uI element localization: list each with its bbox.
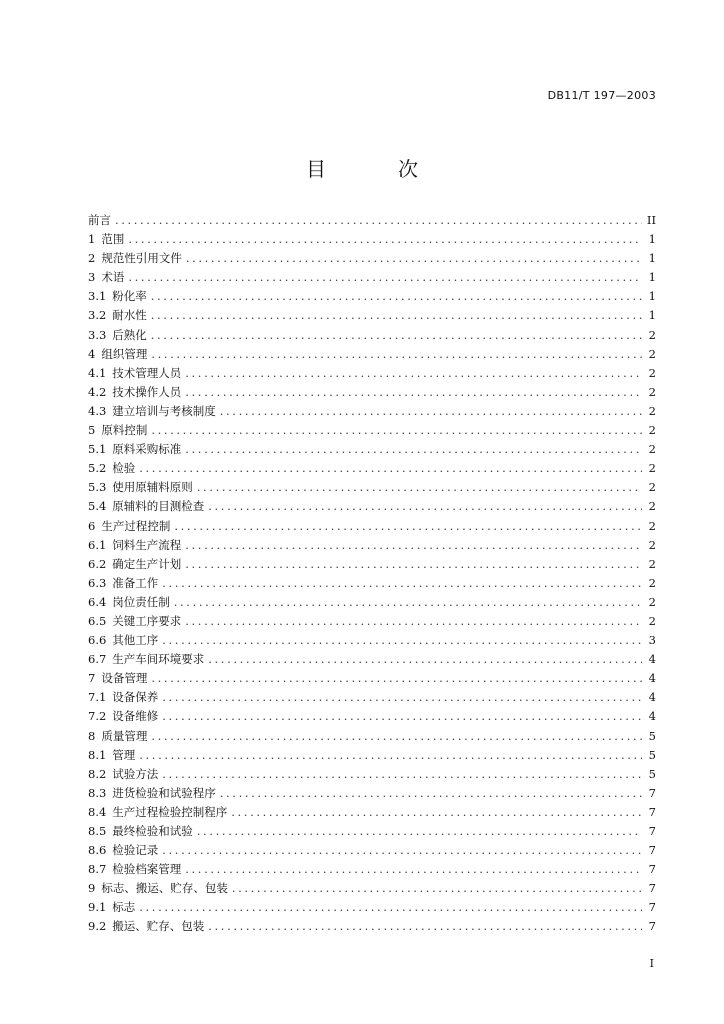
dot-leader bbox=[139, 898, 642, 917]
dot-leader bbox=[151, 727, 642, 746]
toc-entry-number: 5.1 bbox=[88, 442, 107, 457]
toc-entry-title: 饲料生产流程 bbox=[112, 537, 182, 552]
dot-leader bbox=[185, 536, 642, 555]
dot-leader bbox=[151, 287, 642, 306]
toc-entry-number: 2 bbox=[88, 251, 96, 266]
toc-entry-number: 6.4 bbox=[88, 594, 107, 609]
toc-entry[interactable] bbox=[88, 383, 656, 402]
toc-entry-page: 1 bbox=[648, 270, 656, 285]
toc-entry-label bbox=[88, 402, 216, 421]
toc-entry-number: 4 bbox=[88, 346, 96, 361]
toc-entry-label bbox=[88, 841, 158, 860]
toc-entry[interactable] bbox=[88, 822, 656, 841]
toc-entry-label bbox=[88, 230, 124, 249]
dot-leader bbox=[232, 879, 642, 898]
toc-entry-label bbox=[88, 631, 158, 650]
toc-entry-page: 2 bbox=[648, 423, 656, 438]
dot-leader bbox=[162, 688, 642, 707]
toc-entry-title: 关键工序要求 bbox=[112, 613, 182, 628]
toc-entry[interactable] bbox=[88, 306, 656, 325]
toc-entry-number: 9.2 bbox=[88, 919, 107, 934]
toc-entry[interactable] bbox=[88, 574, 656, 593]
toc-entry[interactable] bbox=[88, 860, 656, 879]
toc-entry-label bbox=[88, 765, 158, 784]
toc-entry-number: 5.3 bbox=[88, 480, 107, 495]
toc-entry-label bbox=[88, 211, 111, 230]
toc-entry-page: 7 bbox=[648, 862, 656, 877]
toc-entry[interactable] bbox=[88, 803, 656, 822]
toc-entry-title: 技术操作人员 bbox=[112, 384, 182, 399]
toc-entry[interactable] bbox=[88, 497, 656, 516]
toc-entry-label bbox=[88, 478, 193, 497]
toc-entry-page: 1 bbox=[648, 232, 656, 247]
toc-entry[interactable] bbox=[88, 746, 656, 765]
dot-leader bbox=[174, 517, 642, 536]
toc-entry[interactable] bbox=[88, 879, 656, 898]
toc-entry-label bbox=[88, 898, 135, 917]
toc-entry-label bbox=[88, 421, 147, 440]
dot-leader bbox=[139, 746, 642, 765]
toc-entry-number: 6 bbox=[88, 518, 96, 533]
toc-entry-label bbox=[88, 822, 193, 841]
toc-entry-page: 2 bbox=[648, 442, 656, 457]
toc-entry-page: 7 bbox=[648, 881, 656, 896]
toc-entry-label bbox=[88, 650, 204, 669]
toc-entry-title: 岗位责任制 bbox=[112, 594, 170, 609]
dot-leader bbox=[151, 421, 642, 440]
toc-entry-title: 组织管理 bbox=[101, 346, 148, 361]
toc-entry-page: 5 bbox=[648, 766, 656, 781]
toc-entry-title: 检验档案管理 bbox=[112, 862, 182, 877]
dot-leader bbox=[185, 612, 642, 631]
toc-entry-number: 7.2 bbox=[88, 709, 107, 724]
dot-leader bbox=[185, 555, 642, 574]
toc-entry[interactable] bbox=[88, 669, 656, 688]
toc-entry-number: 5.4 bbox=[88, 499, 107, 514]
dot-leader bbox=[186, 249, 642, 268]
toc-entry[interactable] bbox=[88, 326, 656, 345]
toc-entry-number: 4.1 bbox=[88, 365, 107, 380]
toc-entry[interactable] bbox=[88, 631, 656, 650]
toc-entry-number: 3 bbox=[88, 270, 96, 285]
toc-entry-label bbox=[88, 306, 147, 325]
toc-entry-title: 原料控制 bbox=[101, 423, 148, 438]
toc-entry[interactable] bbox=[88, 650, 656, 669]
toc-entry[interactable] bbox=[88, 440, 656, 459]
toc-entry-page: II bbox=[646, 213, 656, 227]
toc-entry-page: 2 bbox=[648, 403, 656, 418]
toc-entry-page: 7 bbox=[648, 824, 656, 838]
toc-entry-page: 2 bbox=[648, 518, 656, 533]
toc-entry-label bbox=[88, 727, 147, 746]
toc-entry-page: 1 bbox=[648, 251, 656, 266]
toc-entry-title: 建立培训与考核制度 bbox=[112, 403, 216, 418]
toc-entry-number: 5.2 bbox=[88, 461, 107, 476]
toc-entry-page: 2 bbox=[648, 594, 656, 609]
toc-entry-label bbox=[88, 287, 147, 306]
dot-leader bbox=[151, 306, 642, 325]
toc-entry-label bbox=[88, 669, 147, 688]
toc-entry-title: 前言 bbox=[88, 213, 111, 227]
dot-leader bbox=[208, 650, 642, 669]
toc-entry-number: 6.6 bbox=[88, 633, 107, 648]
toc-entry-label bbox=[88, 707, 158, 726]
toc-entry-title: 标志 bbox=[112, 900, 136, 915]
toc-entry-page: 2 bbox=[648, 365, 656, 380]
toc-entry[interactable] bbox=[88, 268, 656, 287]
toc-entry-page: 4 bbox=[648, 690, 656, 705]
toc-entry-title: 最终检验和试验 bbox=[112, 824, 193, 838]
toc-entry-title: 搬运、贮存、包装 bbox=[112, 919, 205, 934]
toc-entry-page: 2 bbox=[648, 346, 656, 361]
dot-leader bbox=[128, 268, 642, 287]
toc-entry-page: 7 bbox=[648, 804, 656, 819]
toc-entry[interactable] bbox=[88, 593, 656, 612]
toc-entry[interactable] bbox=[88, 898, 656, 917]
toc-entry-label bbox=[88, 364, 181, 383]
dot-leader bbox=[162, 574, 642, 593]
dot-leader bbox=[162, 765, 642, 784]
toc-entry-number: 7.1 bbox=[88, 690, 107, 705]
toc-entry-page: 2 bbox=[648, 384, 656, 399]
toc-entry-title: 质量管理 bbox=[101, 728, 148, 743]
toc-entry-number: 6.5 bbox=[88, 613, 107, 628]
toc-entry[interactable] bbox=[88, 917, 656, 936]
toc-entry-number: 9 bbox=[88, 881, 96, 896]
toc-entry-number: 4.3 bbox=[88, 403, 107, 418]
toc-entry[interactable] bbox=[88, 249, 656, 268]
toc-entry-number: 6.7 bbox=[88, 652, 107, 667]
dot-leader bbox=[139, 459, 642, 478]
toc-entry-label bbox=[88, 688, 158, 707]
toc-entry-title: 其他工序 bbox=[112, 633, 159, 648]
toc-entry-label bbox=[88, 536, 181, 555]
toc-entry-page: 5 bbox=[648, 728, 656, 743]
toc-entry[interactable] bbox=[88, 536, 656, 555]
toc-entry-title: 生产过程检验控制程序 bbox=[112, 804, 228, 819]
toc-entry-page: 2 bbox=[648, 537, 656, 552]
toc-entry-page: 2 bbox=[648, 327, 656, 342]
toc-entry-number: 8.2 bbox=[88, 766, 107, 781]
toc-entry-label bbox=[88, 268, 124, 287]
dot-leader bbox=[162, 631, 642, 650]
dot-leader bbox=[197, 478, 642, 497]
toc-entry-page: 7 bbox=[648, 919, 656, 934]
toc-entry-number: 6.1 bbox=[88, 537, 107, 552]
toc-entry-title: 后熟化 bbox=[112, 327, 147, 342]
toc-entry-label bbox=[88, 917, 204, 936]
toc-entry[interactable] bbox=[88, 402, 656, 421]
toc-entry-title: 原辅料的目测检查 bbox=[112, 499, 205, 514]
toc-entry-number: 8.3 bbox=[88, 785, 107, 800]
toc-entry[interactable] bbox=[88, 707, 656, 726]
dot-leader bbox=[231, 803, 642, 822]
toc-entry-title: 进货检验和试验程序 bbox=[112, 785, 216, 800]
dot-leader bbox=[115, 211, 642, 230]
toc-entry-number: 1 bbox=[88, 232, 96, 247]
dot-leader bbox=[185, 364, 642, 383]
toc-entry-label bbox=[88, 497, 204, 516]
toc-entry[interactable] bbox=[88, 517, 656, 536]
dot-leader bbox=[185, 860, 642, 879]
toc-entry-title: 标志、搬运、贮存、包装 bbox=[101, 881, 228, 896]
toc-entry-number: 6.3 bbox=[88, 575, 107, 590]
toc-entry-title: 原料采购标准 bbox=[112, 442, 182, 457]
toc-entry-number: 8.4 bbox=[88, 804, 107, 819]
page-title: 目 次 bbox=[306, 157, 444, 181]
toc-entry-label bbox=[88, 459, 135, 478]
toc-entry-title: 试验方法 bbox=[112, 766, 159, 781]
toc-entry-label bbox=[88, 383, 181, 402]
toc-entry-label bbox=[88, 555, 181, 574]
dot-leader bbox=[185, 383, 642, 402]
toc-entry[interactable] bbox=[88, 345, 656, 364]
toc-entry-label bbox=[88, 345, 147, 364]
toc-entry-label bbox=[88, 746, 135, 765]
dot-leader bbox=[151, 669, 642, 688]
toc-entry-page: 4 bbox=[648, 671, 656, 686]
toc-entry-title: 术语 bbox=[101, 270, 125, 285]
toc-entry-page: 5 bbox=[648, 747, 656, 762]
toc-entry-page: 4 bbox=[648, 709, 656, 724]
table-of-contents bbox=[88, 211, 656, 937]
dot-leader bbox=[174, 593, 642, 612]
toc-entry-label bbox=[88, 860, 181, 879]
toc-entry-page: 2 bbox=[648, 461, 656, 476]
toc-entry-page: 1 bbox=[648, 308, 656, 323]
dot-leader bbox=[185, 440, 642, 459]
toc-entry-page: 2 bbox=[648, 480, 656, 495]
toc-entry[interactable] bbox=[88, 211, 656, 230]
toc-entry[interactable] bbox=[88, 841, 656, 860]
toc-entry-label bbox=[88, 517, 170, 536]
dot-leader bbox=[151, 326, 642, 345]
toc-entry-label bbox=[88, 612, 181, 631]
toc-entry[interactable] bbox=[88, 421, 656, 440]
dot-leader bbox=[162, 707, 642, 726]
dot-leader bbox=[220, 402, 642, 421]
toc-entry[interactable] bbox=[88, 555, 656, 574]
toc-entry-label bbox=[88, 574, 158, 593]
toc-entry-label bbox=[88, 593, 170, 612]
toc-entry-page: 7 bbox=[648, 843, 656, 858]
toc-entry[interactable] bbox=[88, 765, 656, 784]
toc-entry-number: 3.1 bbox=[88, 289, 107, 304]
toc-entry-title: 设备保养 bbox=[112, 690, 159, 705]
dot-leader bbox=[220, 784, 642, 803]
toc-entry-title: 规范性引用文件 bbox=[101, 251, 182, 266]
toc-entry-number: 4.2 bbox=[88, 384, 107, 399]
toc-entry-label bbox=[88, 440, 181, 459]
toc-entry[interactable] bbox=[88, 287, 656, 306]
toc-entry-title: 设备维修 bbox=[112, 709, 159, 724]
toc-entry-page: 7 bbox=[648, 900, 656, 915]
toc-entry-label bbox=[88, 249, 182, 268]
dot-leader bbox=[128, 230, 642, 249]
toc-entry-title: 技术管理人员 bbox=[112, 365, 182, 380]
toc-entry-page: 2 bbox=[648, 556, 656, 571]
toc-entry[interactable] bbox=[88, 784, 656, 803]
toc-entry-title: 确定生产计划 bbox=[112, 556, 182, 571]
toc-entry-title: 生产过程控制 bbox=[101, 518, 171, 533]
toc-entry-page: 3 bbox=[648, 633, 656, 648]
page-number: I bbox=[649, 957, 654, 970]
toc-entry-page: 7 bbox=[648, 785, 656, 800]
toc-entry-title: 管理 bbox=[112, 747, 136, 762]
toc-entry-page: 1 bbox=[648, 289, 656, 304]
toc-entry-number: 8.5 bbox=[88, 824, 107, 838]
toc-entry-number: 7 bbox=[88, 671, 96, 686]
toc-entry-number: 3.3 bbox=[88, 327, 107, 342]
toc-entry[interactable] bbox=[88, 688, 656, 707]
standard-number: DB11/T 197—2003 bbox=[547, 89, 656, 102]
toc-entry-title: 准备工作 bbox=[112, 575, 159, 590]
toc-entry[interactable] bbox=[88, 612, 656, 631]
toc-entry-label bbox=[88, 326, 147, 345]
dot-leader bbox=[208, 917, 642, 936]
toc-entry-label bbox=[88, 803, 227, 822]
dot-leader bbox=[208, 497, 642, 516]
toc-entry-page: 2 bbox=[648, 613, 656, 628]
toc-entry[interactable] bbox=[88, 727, 656, 746]
toc-entry-title: 生产车间环境要求 bbox=[112, 652, 205, 667]
toc-entry-page: 2 bbox=[648, 575, 656, 590]
toc-entry-title: 范围 bbox=[101, 232, 125, 247]
toc-entry[interactable] bbox=[88, 478, 656, 497]
toc-entry-number: 6.2 bbox=[88, 556, 107, 571]
toc-entry-number: 8.7 bbox=[88, 862, 107, 877]
toc-entry[interactable] bbox=[88, 230, 656, 249]
toc-entry[interactable] bbox=[88, 364, 656, 383]
toc-entry-number: 3.2 bbox=[88, 308, 107, 323]
toc-entry-number: 5 bbox=[88, 423, 96, 438]
toc-entry-title: 检验记录 bbox=[112, 843, 159, 858]
toc-entry-title: 粉化率 bbox=[112, 289, 147, 304]
toc-entry[interactable] bbox=[88, 459, 656, 478]
toc-entry-number: 9.1 bbox=[88, 900, 107, 915]
toc-entry-title: 使用原辅料原则 bbox=[112, 480, 193, 495]
toc-entry-number: 8 bbox=[88, 728, 96, 743]
toc-entry-number: 8.1 bbox=[88, 747, 107, 762]
toc-entry-label bbox=[88, 879, 228, 898]
toc-entry-number: 8.6 bbox=[88, 843, 107, 858]
dot-leader bbox=[197, 822, 642, 841]
toc-entry-title: 耐水性 bbox=[112, 308, 147, 323]
toc-entry-title: 检验 bbox=[112, 461, 136, 476]
toc-entry-page: 4 bbox=[648, 652, 656, 667]
toc-entry-page: 2 bbox=[648, 499, 656, 514]
toc-entry-label bbox=[88, 784, 216, 803]
dot-leader bbox=[162, 841, 642, 860]
toc-entry-title: 设备管理 bbox=[101, 671, 148, 686]
dot-leader bbox=[151, 345, 642, 364]
